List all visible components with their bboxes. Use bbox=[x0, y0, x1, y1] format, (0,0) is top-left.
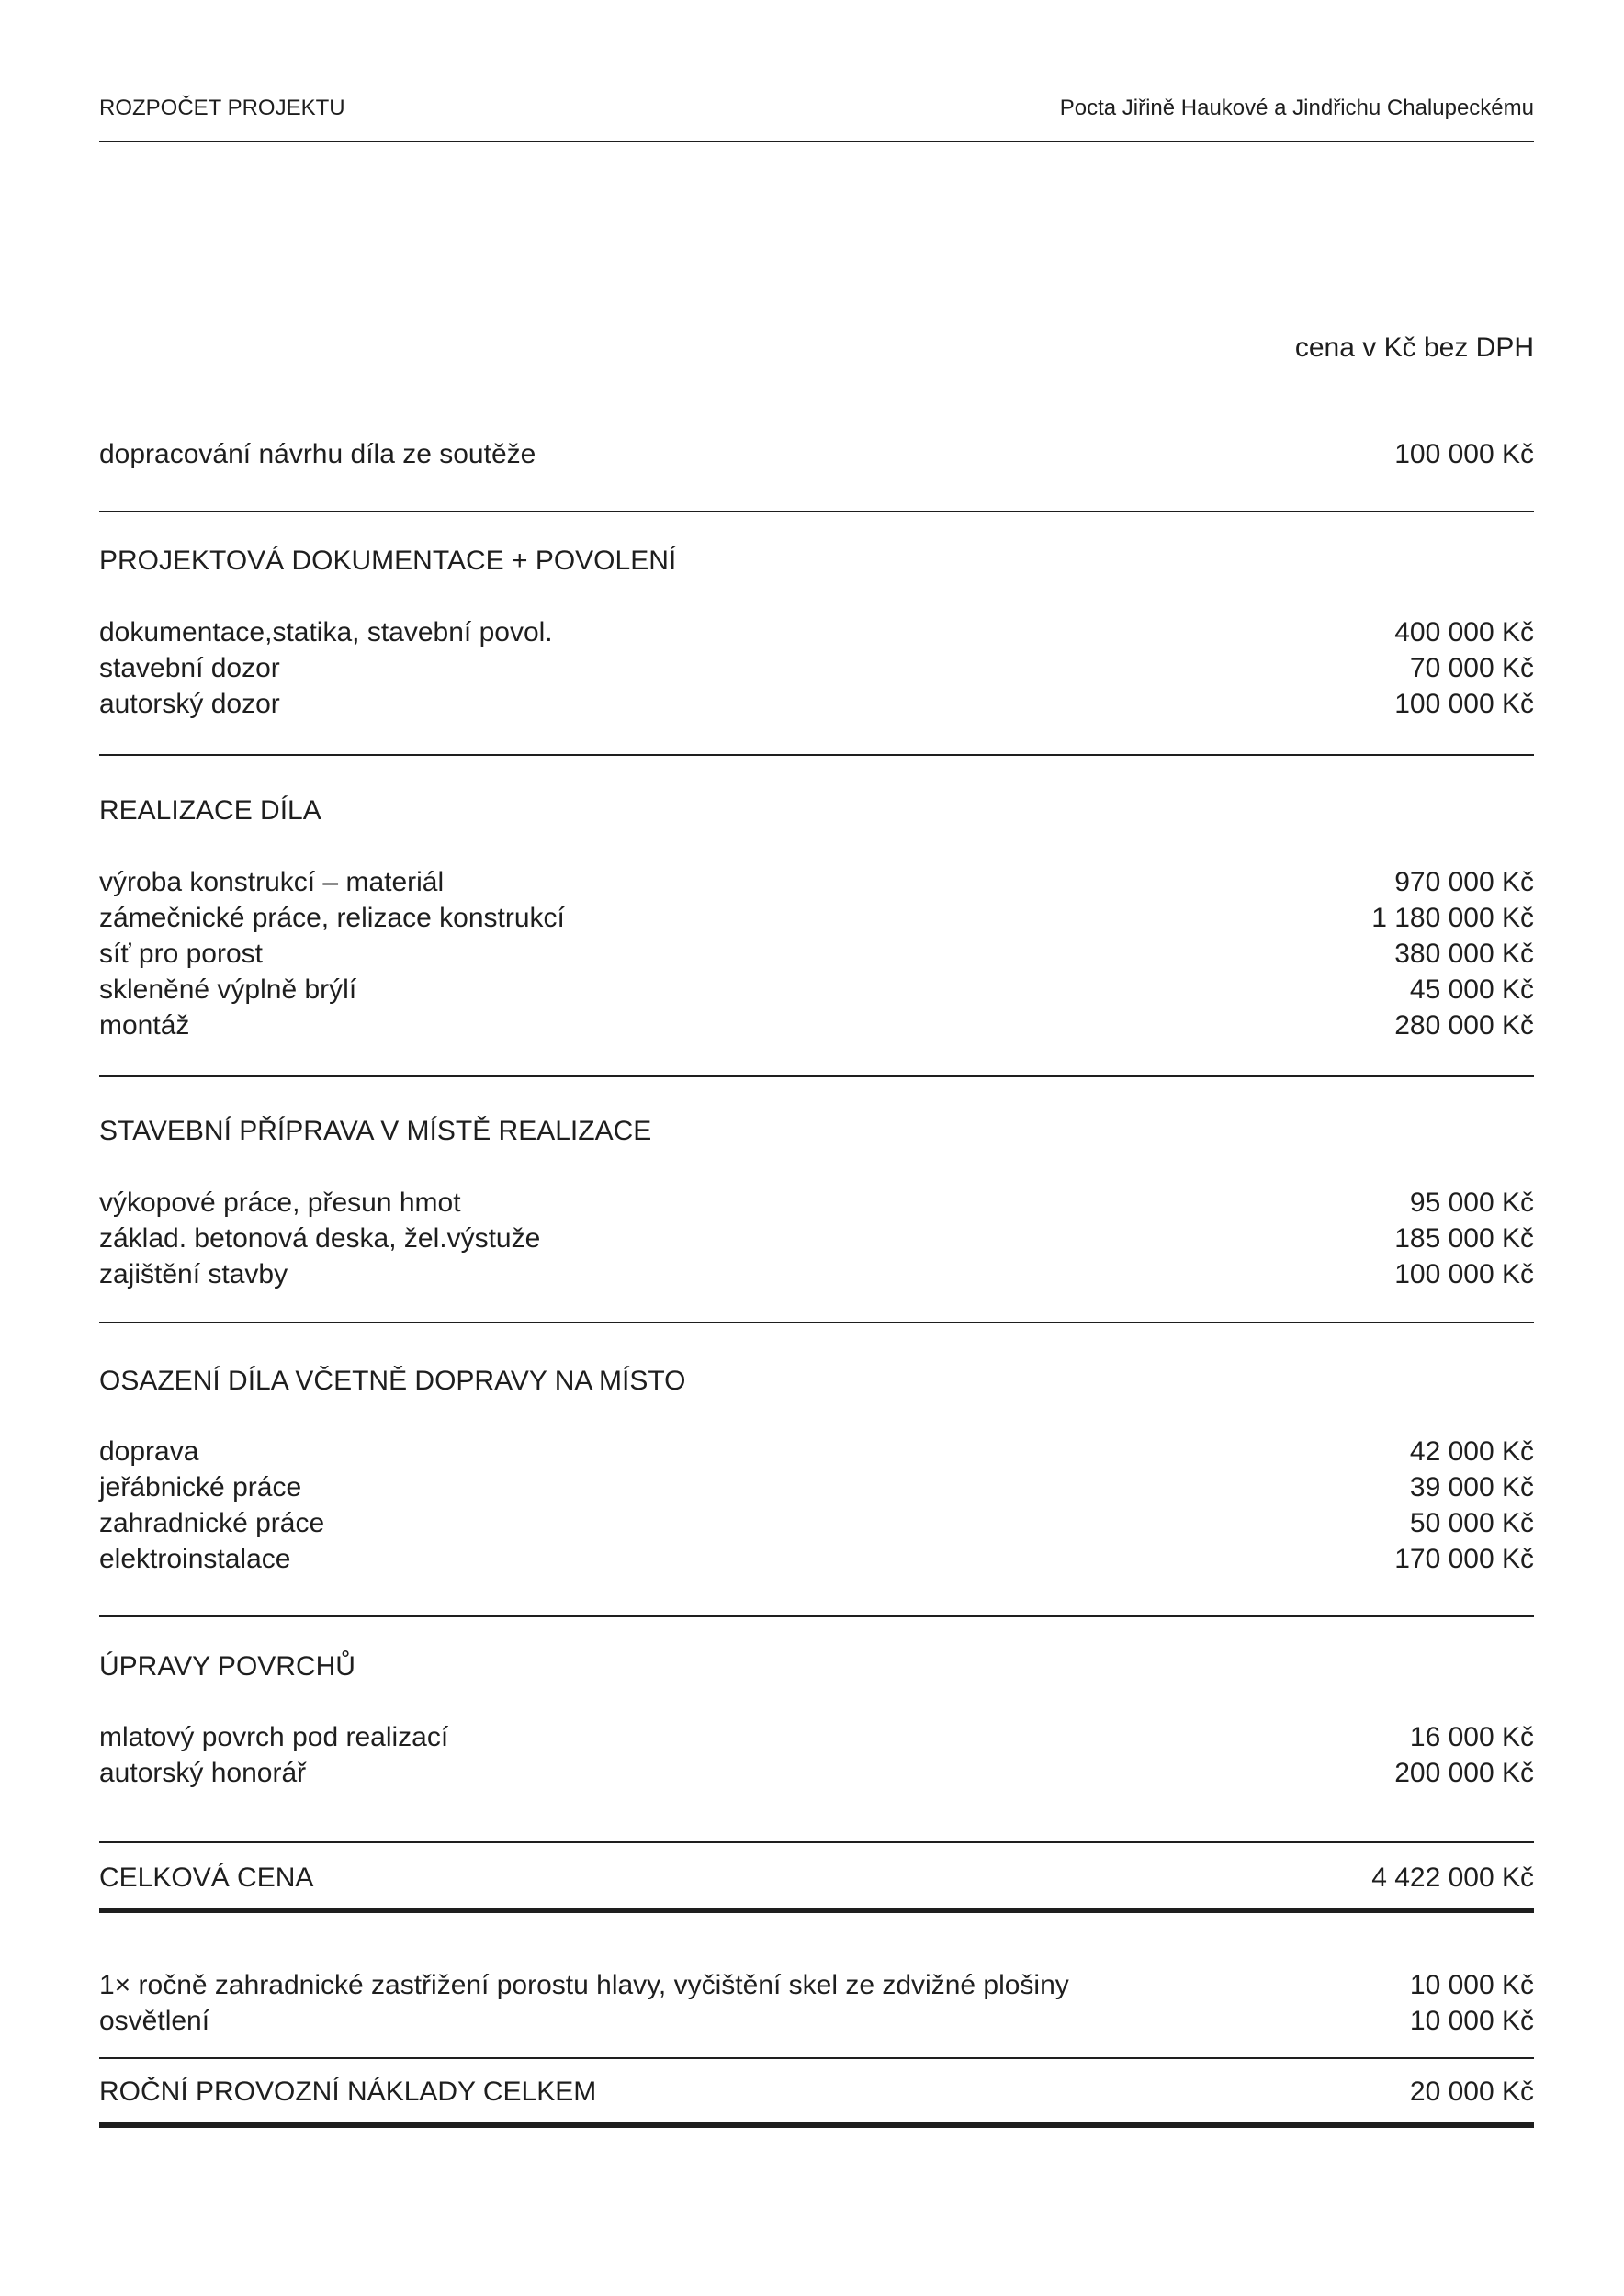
item-value: 170 000 Kč bbox=[1394, 1544, 1534, 1574]
list-item bbox=[99, 2003, 1534, 2039]
list-item bbox=[99, 1719, 1534, 1755]
total-divider bbox=[99, 1908, 1534, 1913]
item-label: autorský dozor bbox=[99, 689, 280, 719]
item-value: 45 000 Kč bbox=[1409, 974, 1534, 1005]
section-divider bbox=[99, 754, 1534, 756]
section-title-text: OSAZENÍ DÍLA VČETNĚ DOPRAVY NA MÍSTO bbox=[99, 1366, 686, 1396]
list-item bbox=[99, 614, 1534, 650]
annual-total-value: 20 000 Kč bbox=[1409, 2077, 1534, 2107]
item-label: autorský honorář bbox=[99, 1758, 307, 1788]
item-label: elektroinstalace bbox=[99, 1544, 291, 1574]
item-label: síť pro porost bbox=[99, 939, 263, 969]
list-item bbox=[99, 1256, 1534, 1292]
item-label: dopracování návrhu díla ze soutěže bbox=[99, 439, 536, 469]
item-value: 42 000 Kč bbox=[1409, 1436, 1534, 1467]
annual-total-label: ROČNÍ PROVOZNÍ NÁKLADY CELKEM bbox=[99, 2077, 597, 2107]
item-label: zámečnické práce, relizace konstrukcí bbox=[99, 903, 565, 933]
item-label: osvětlení bbox=[99, 2006, 210, 2036]
section-divider bbox=[99, 2057, 1534, 2059]
list-item bbox=[99, 1185, 1534, 1221]
section-title bbox=[99, 1113, 1534, 1149]
item-label: základ. betonová deska, žel.výstuže bbox=[99, 1223, 541, 1254]
section-title-text: STAVEBNÍ PŘÍPRAVA V MÍSTĚ REALIZACE bbox=[99, 1116, 652, 1146]
list-item bbox=[99, 1541, 1534, 1577]
item-label: jeřábnické práce bbox=[99, 1472, 302, 1503]
section-title-text: PROJEKTOVÁ DOKUMENTACE + POVOLENÍ bbox=[99, 546, 677, 576]
item-label: zajištění stavby bbox=[99, 1259, 288, 1289]
item-label: stavební dozor bbox=[99, 653, 280, 683]
item-value: 50 000 Kč bbox=[1409, 1508, 1534, 1538]
total-value: 4 422 000 Kč bbox=[1371, 1863, 1534, 1893]
budget-page bbox=[99, 0, 1534, 2296]
item-label: montáž bbox=[99, 1010, 190, 1041]
item-value: 1 180 000 Kč bbox=[1371, 903, 1534, 933]
list-item bbox=[99, 1469, 1534, 1505]
item-label: výkopové práce, přesun hmot bbox=[99, 1187, 461, 1218]
item-value: 10 000 Kč bbox=[1409, 2006, 1534, 2036]
list-item bbox=[99, 650, 1534, 686]
section-divider bbox=[99, 511, 1534, 512]
list-item bbox=[99, 1434, 1534, 1469]
section-title bbox=[99, 1649, 1534, 1684]
section-divider bbox=[99, 1322, 1534, 1323]
item-label: výroba konstrukcí – materiál bbox=[99, 867, 445, 897]
list-item bbox=[99, 972, 1534, 1007]
total-row bbox=[99, 1860, 1534, 1896]
annual-total-divider bbox=[99, 2122, 1534, 2128]
item-value: 280 000 Kč bbox=[1394, 1010, 1534, 1041]
section-title bbox=[99, 543, 1534, 579]
item-label: doprava bbox=[99, 1436, 199, 1467]
item-value: 95 000 Kč bbox=[1409, 1187, 1534, 1218]
item-label: zahradnické práce bbox=[99, 1508, 325, 1538]
item-value: 100 000 Kč bbox=[1394, 1259, 1534, 1289]
section-title-text: REALIZACE DÍLA bbox=[99, 795, 321, 826]
page-header bbox=[99, 96, 1534, 121]
list-item bbox=[99, 1967, 1534, 2003]
section-divider bbox=[99, 1615, 1534, 1617]
price-note: cena v Kč bez DPH bbox=[1294, 332, 1534, 363]
list-item bbox=[99, 900, 1534, 936]
intro-row bbox=[99, 436, 1534, 472]
item-label: mlatový povrch pod realizací bbox=[99, 1722, 449, 1752]
item-label: 1× ročně zahradnické zastřižení porostu hlavy, vyčištění skel ze zdvižné plošiny bbox=[99, 1970, 1069, 2000]
item-value: 100 000 Kč bbox=[1394, 439, 1534, 469]
item-value: 39 000 Kč bbox=[1409, 1472, 1534, 1503]
header-divider bbox=[99, 141, 1534, 142]
section-title bbox=[99, 793, 1534, 828]
annual-total-row bbox=[99, 2074, 1534, 2110]
section-divider bbox=[99, 1841, 1534, 1843]
section-title-text: ÚPRAVY POVRCHŮ bbox=[99, 1651, 355, 1682]
item-value: 380 000 Kč bbox=[1394, 939, 1534, 969]
item-label: dokumentace,statika, stavební povol. bbox=[99, 617, 553, 647]
header-title: ROZPOČET PROJEKTU bbox=[99, 96, 345, 120]
list-item bbox=[99, 936, 1534, 972]
item-label: skleněné výplně brýlí bbox=[99, 974, 357, 1005]
list-item bbox=[99, 1007, 1534, 1043]
item-value: 70 000 Kč bbox=[1409, 653, 1534, 683]
list-item bbox=[99, 1755, 1534, 1791]
item-value: 970 000 Kč bbox=[1394, 867, 1534, 897]
section-divider bbox=[99, 1075, 1534, 1077]
list-item bbox=[99, 686, 1534, 722]
total-label: CELKOVÁ CENA bbox=[99, 1863, 314, 1893]
item-value: 100 000 Kč bbox=[1394, 689, 1534, 719]
header-project-name: Pocta Jiřině Haukové a Jindřichu Chalupeckému bbox=[1059, 96, 1534, 120]
item-value: 16 000 Kč bbox=[1409, 1722, 1534, 1752]
list-item bbox=[99, 1505, 1534, 1541]
list-item bbox=[99, 1221, 1534, 1256]
item-value: 10 000 Kč bbox=[1409, 1970, 1534, 2000]
list-item bbox=[99, 864, 1534, 900]
item-value: 400 000 Kč bbox=[1394, 617, 1534, 647]
item-value: 185 000 Kč bbox=[1394, 1223, 1534, 1254]
section-title bbox=[99, 1363, 1534, 1399]
item-value: 200 000 Kč bbox=[1394, 1758, 1534, 1788]
